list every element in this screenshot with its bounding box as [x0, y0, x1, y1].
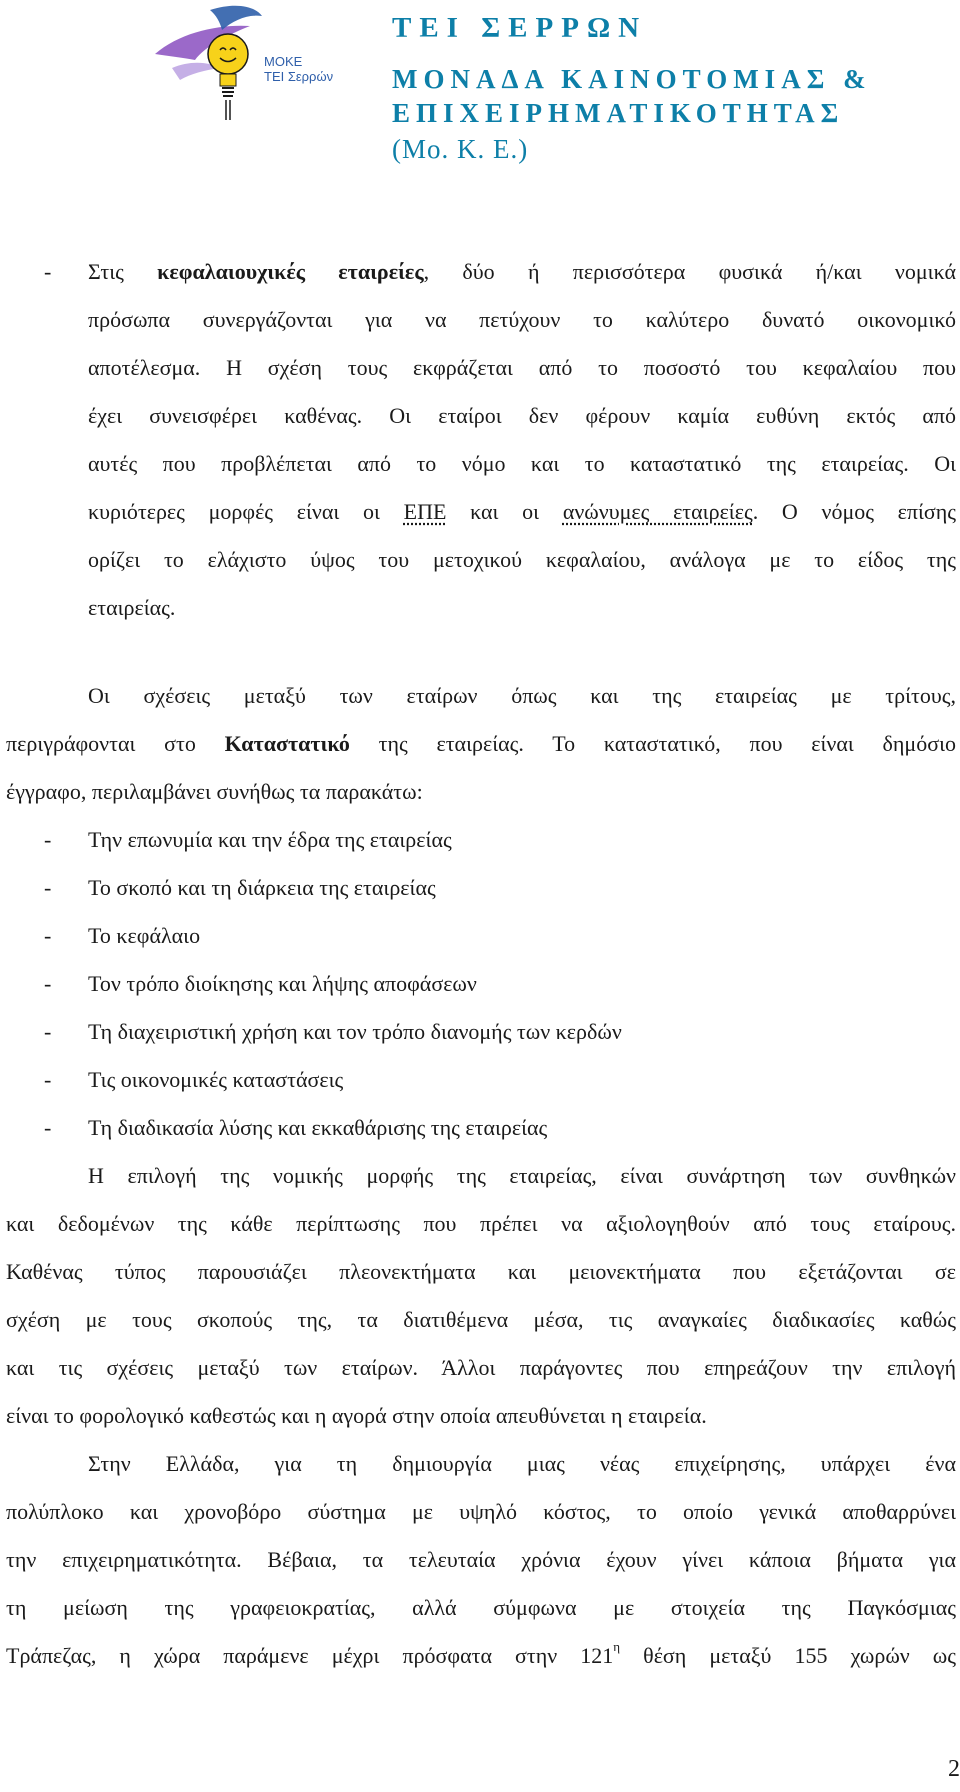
list-item-text: Την επωνυμία και την έδρα της εταιρείας [88, 827, 452, 852]
text-line: και δεδομένων της κάθε περίπτωσης που πρέπει να αξιολογηθούν από τους εταίρους. [6, 1211, 956, 1236]
text-span: . Ο νόμος επίσης [752, 499, 957, 524]
text-span: , δύο ή περισσότερα φυσικά ή/και νομικά [423, 259, 956, 284]
list-item [6, 1008, 956, 1056]
text-line [6, 488, 956, 536]
list-item-text: Τον τρόπο διοίκησης και λήψης αποφάσεων [88, 971, 477, 996]
list-item [6, 912, 956, 960]
bold-term: Καταστατικό [224, 731, 350, 756]
list-item [6, 864, 956, 912]
list-item-text: Τη διαδικασία λύσης και εκκαθάρισης της εταιρείας [88, 1115, 548, 1140]
text-span: θέση μεταξύ 155 χωρών ως [620, 1643, 956, 1668]
document-body [6, 248, 956, 1680]
text-span: και οι [446, 499, 563, 524]
text-line: έγγραφο, περιλαμβάνει συνήθως τα παρακάτω: [6, 779, 423, 804]
text-line: Στην Ελλάδα, για τη δημιουργία μιας νέας επιχείρησης, υπάρχει ένα [88, 1451, 956, 1476]
paragraph-articles-of-association [6, 672, 956, 816]
unit-title-line-2: ΕΠΙΧΕΙΡΗΜΑΤΙΚΟΤΗΤΑΣ [392, 98, 845, 128]
text-line: αυτές που προβλέπεται από το νόμο και το καταστατικό της εταιρείας. Οι [88, 451, 956, 476]
list-item-text: Τη διαχειριστική χρήση και τον τρόπο διανομής των κερδών [88, 1019, 622, 1044]
logo-text-moke: ΜΟΚΕ [264, 54, 303, 69]
paragraph-gap [6, 632, 956, 672]
paragraph-greece [6, 1440, 956, 1680]
text-line: και τις σχέσεις μεταξύ των εταίρων. Άλλοι παράγοντες που επηρεάζουν την επιλογή [6, 1355, 956, 1380]
list-dash: - [44, 259, 52, 284]
list-item [6, 816, 956, 864]
institution-title: ΤΕΙ ΣΕΡΡΩΝ [392, 12, 648, 44]
text-line: Η επιλογή της νομικής μορφής της εταιρείας, είναι συνάρτηση των συνθηκών [88, 1163, 956, 1188]
list-dash: - [44, 875, 52, 900]
sa-companies-link[interactable]: ανώνυμες εταιρείες [562, 499, 753, 524]
text-line: έχει συνεισφέρει καθένας. Οι εταίροι δεν φέρουν καμία ευθύνη εκτός από [88, 403, 956, 428]
text-line [6, 720, 956, 768]
epe-link[interactable]: ΕΠΕ [403, 499, 447, 524]
ordinal-superscript: η [613, 1638, 621, 1654]
list-item [6, 1056, 956, 1104]
text-span: περιγράφονται στο [6, 731, 225, 756]
list-dash: - [44, 971, 52, 996]
list-item [6, 960, 956, 1008]
unit-title-line-1: ΜΟΝΑΔΑ ΚΑΙΝΟΤΟΜΙΑΣ & [392, 64, 872, 94]
text-line: πολύπλοκο και χρονοβόρο σύστημα με υψηλό κόστος, το οποίο γενικά αποθαρρύνει [6, 1499, 956, 1524]
list-item-text: Το κεφάλαιο [88, 923, 201, 948]
text-line: Καθένας τύπος παρουσιάζει πλεονεκτήματα και μειονεκτήματα που εξετάζονται σε [6, 1259, 956, 1284]
list-dash: - [44, 923, 52, 948]
bold-term: κεφαλαιουχικές εταιρείες [157, 259, 424, 284]
text-line: τη μείωση της γραφειοκρατίας, αλλά σύμφωνα με στοιχεία της Παγκόσμιας [6, 1595, 956, 1620]
text-line [6, 248, 956, 296]
text-line: πρόσωπα συνεργάζονται για να πετύχουν το καλύτερο δυνατό οικονομικό [88, 307, 956, 332]
text-line: εταιρείας. [88, 595, 176, 620]
list-dash: - [44, 1115, 52, 1140]
unit-title [392, 62, 952, 130]
list-dash: - [44, 1019, 52, 1044]
paragraph-legal-form-choice [6, 1152, 956, 1440]
text-line: είναι το φορολογικό καθεστώς και η αγορά στην οποία απευθύνεται η εταιρεία. [6, 1403, 707, 1428]
list-dash: - [44, 827, 52, 852]
text-span: Τράπεζας, η χώρα παράμενε μέχρι πρόσφατα στην 121 [6, 1643, 614, 1668]
text-line [6, 1632, 956, 1680]
page-number: 2 [948, 1756, 960, 1782]
logo-text [264, 54, 374, 84]
articles-contents-list [6, 816, 956, 1152]
paragraph-capital-companies [6, 248, 956, 632]
text-span: Στις [88, 259, 158, 284]
logo-text-tei: ΤΕΙ Σερρών [264, 69, 334, 84]
text-span: της εταιρείας. Το καταστατικό, που είναι δημόσιο [349, 731, 956, 756]
list-dash: - [44, 1067, 52, 1092]
text-span: κυριότερες μορφές είναι οι [88, 499, 404, 524]
text-line: ορίζει το ελάχιστο ύψος του μετοχικού κεφαλαίου, ανάλογα με το είδος της [88, 547, 956, 572]
text-line: σχέση με τους σκοπούς της, τα διατιθέμενα μέσα, τις αναγκαίες διαδικασίες καθώς [6, 1307, 956, 1332]
list-item-text: Τις οικονομικές καταστάσεις [88, 1067, 344, 1092]
text-line: την επιχειρηματικότητα. Βέβαια, τα τελευταία χρόνια έχουν γίνει κάποια βήματα για [6, 1547, 956, 1572]
list-item [6, 1104, 956, 1152]
text-line: Οι σχέσεις μεταξύ των εταίρων όπως και της εταιρείας με τρίτους, [88, 683, 956, 708]
moke-logo [150, 2, 365, 127]
text-line: αποτέλεσμα. Η σχέση τους εκφράζεται από το ποσοστό του κεφαλαίου που [88, 355, 956, 380]
unit-abbreviation: (Μο. Κ. Ε.) [392, 134, 529, 164]
list-item-text: Το σκοπό και τη διάρκεια της εταιρείας [88, 875, 436, 900]
